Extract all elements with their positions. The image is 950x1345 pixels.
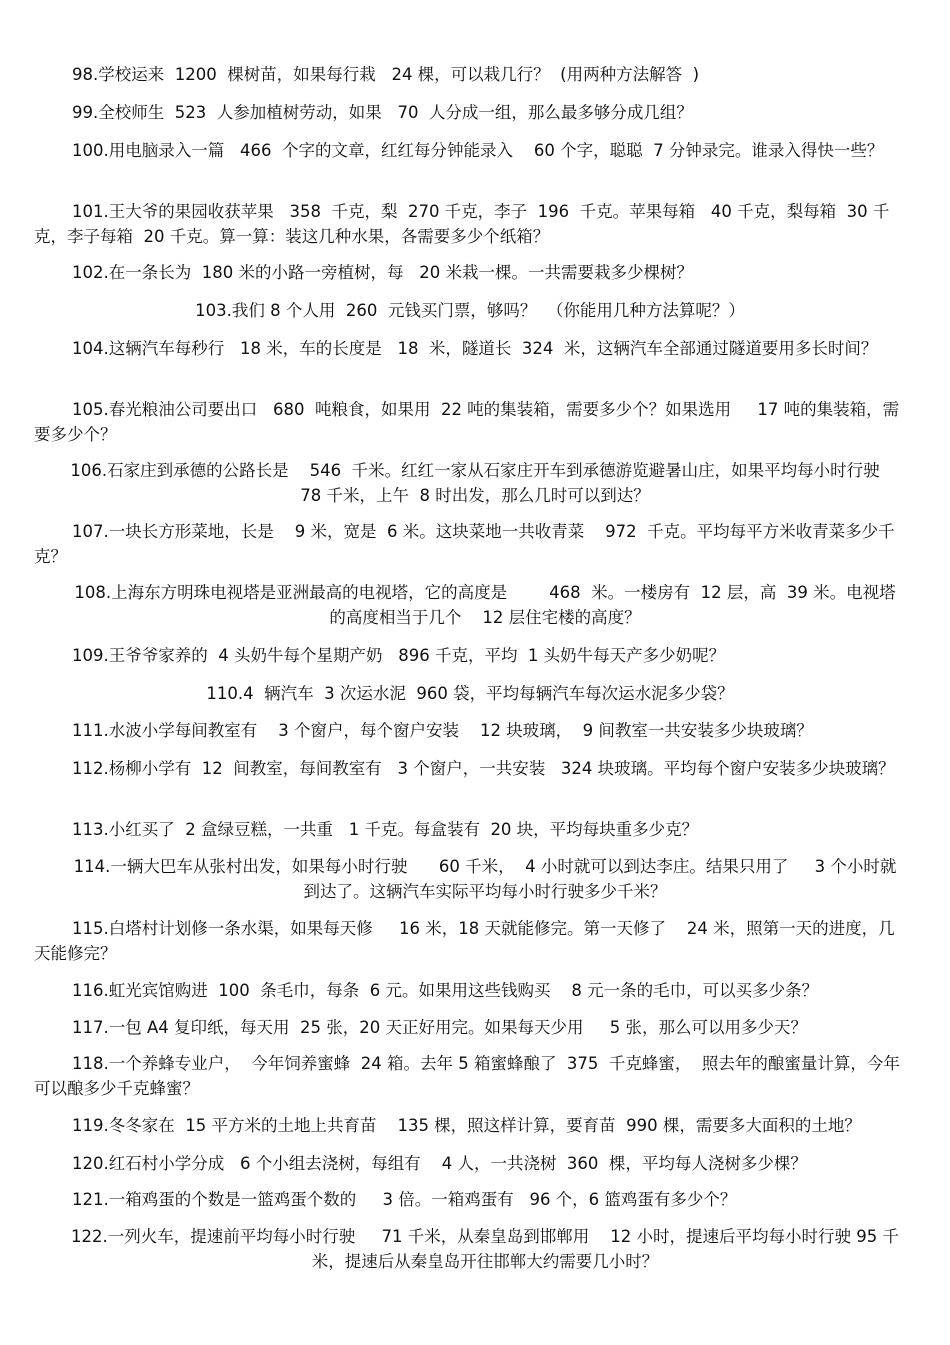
problem-107: 107.一块长方形菜地，长是 9 米，宽是 6 米。这块菜地一共收青菜 972 千克。平均每平方米收青菜多少千克？ bbox=[34, 522, 895, 566]
problem-108: 108.上海东方明珠电视塔是亚洲最高的电视塔，它的高度是 468 米。一楼房有 12 层，高 39 米。电视塔的高度相当于几个 12 层住宅楼的高度？ bbox=[74, 583, 896, 627]
problem-105: 105.春光粮油公司要出口 680 吨粮食，如果用 22 吨的集装箱，需要多少个？如果选用 17 吨的集装箱，需要多少个？ bbox=[34, 400, 900, 444]
problem-100: 100.用电脑录入一篇 466 个字的文章，红红每分钟能录入 60 个字，聪聪 7 分钟录完。谁录入得快一些？ bbox=[72, 141, 884, 160]
problem-106: 106.石家庄到承德的公路长是 546 千米。红红一家从石家庄开车到承德游览避暑山庄，如果平均每小时行驶 78 千米，上午 8 时出发，那么几时可以到达？ bbox=[70, 461, 891, 505]
problem-120: 120.红石村小学分成 6 个小组去浇树，每组有 4 人，一共浇树 360 棵，平均每人浇树多少棵？ bbox=[72, 1154, 807, 1173]
problem-119: 119.冬冬家在 15 平方米的土地上共育苗 135 棵，照这样计算，要育苗 990 棵，需要多大面积的土地？ bbox=[72, 1116, 861, 1135]
problem-112: 112.杨柳小学有 12 间教室，每间教室有 3 个窗户，一共安装 324 块玻璃。平均每个窗户安装多少块玻璃？ bbox=[72, 759, 895, 778]
problem-111: 111.水波小学每间教室有 3 个窗户，每个窗户安装 12 块玻璃， 9 间教室一共安装多少块玻璃？ bbox=[72, 721, 813, 740]
problem-122: 122.一列火车，提速前平均每小时行驶 71 千米，从秦皇岛到邯郸用 12 小时，提速后平均每小时行驶 95 千米，提速后从秦皇岛开往邯郸大约需要几小时？ bbox=[71, 1227, 899, 1271]
problem-121: 121.一箱鸡蛋的个数是一篮鸡蛋个数的 3 倍。一箱鸡蛋有 96 个，6 篮鸡蛋有多少个？ bbox=[72, 1190, 737, 1209]
problem-110: 110.4 辆汽车 3 次运水泥 960 袋，平均每辆汽车每次运水泥多少袋？ bbox=[206, 684, 734, 703]
problem-99: 99.全校师生 523 人参加植树劳动，如果 70 人分成一组，那么最多够分成几组？ bbox=[72, 103, 693, 122]
problem-101: 101.王大爷的果园收获苹果 358 千克，梨 270 千克，李子 196 千克。苹果每箱 40 千克，梨每箱 30 千克，李子每箱 20 千克。算一算：装这几种水果，各需要多少个纸箱？ bbox=[34, 202, 890, 246]
problem-109: 109.王爷爷家养的 4 头奶牛每个星期产奶 896 千克，平均 1 头奶牛每天产多少奶呢？ bbox=[72, 646, 726, 665]
problem-118: 118.一个养蜂专业户， 今年饲养蜜蜂 24 箱。去年 5 箱蜜蜂酿了 375 千克蜂蜜， 照去年的酿蜜量计算，今年可以酿多少千克蜂蜜？ bbox=[34, 1054, 900, 1098]
problem-115: 115.白塔村计划修一条水渠，如果每天修 16 米，18 天就能修完。第一天修了 24 米，照第一天的进度，几天能修完？ bbox=[34, 919, 895, 963]
problem-117: 117.一包 A4 复印纸，每天用 25 张，20 天正好用完。如果每天少用 5 张，那么可以用多少天？ bbox=[72, 1018, 807, 1037]
problem-113: 113.小红买了 2 盒绿豆糕，一共重 1 千克。每盒装有 20 块，平均每块重多少克？ bbox=[72, 820, 699, 839]
problem-103: 103.我们 8 个人用 260 元钱买门票，够吗？ （你能用几种方法算呢？） bbox=[195, 301, 745, 320]
problem-98: 98.学校运来 1200 棵树苗，如果每行栽 24 棵，可以栽几行？ (用两种方法解答 ) bbox=[72, 65, 700, 84]
problem-114: 114.一辆大巴车从张村出发，如果每小时行驶 60 千米， 4 小时就可以到达李庄。结果只用了 3 个小时就到达了。这辆汽车实际平均每小时行驶多少千米？ bbox=[73, 857, 897, 901]
problem-104: 104.这辆汽车每秒行 18 米，车的长度是 18 米，隧道长 324 米，这辆汽车全部通过隧道要用多长时间？ bbox=[72, 339, 878, 358]
problem-102: 102.在一条长为 180 米的小路一旁植树，每 20 米栽一棵。一共需要栽多少棵树？ bbox=[72, 263, 693, 282]
problem-116: 116.虹光宾馆购进 100 条毛巾，每条 6 元。如果用这些钱购买 8 元一条的毛巾，可以买多少条？ bbox=[72, 981, 819, 1000]
